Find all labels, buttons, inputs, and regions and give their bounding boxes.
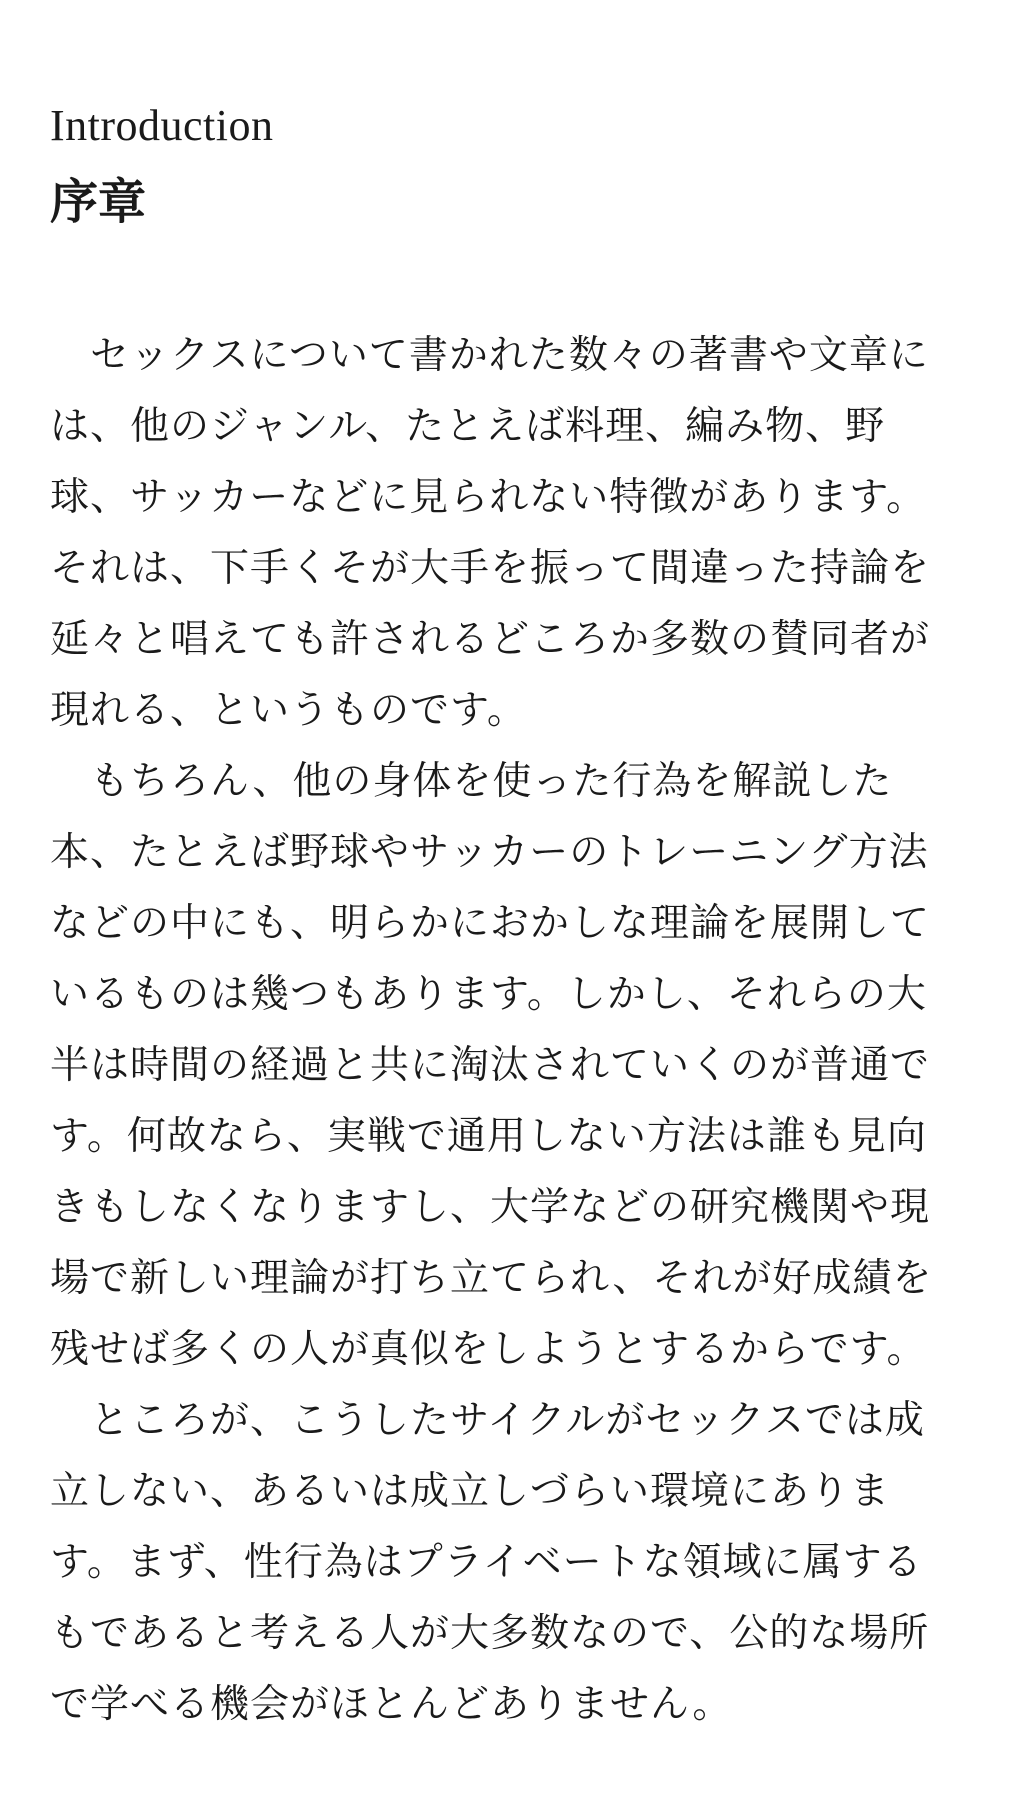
text-line: す。まず、性行為はプライベートな領域に属する — [50, 1540, 923, 1585]
chapter-title-english: Introduction — [50, 101, 274, 150]
text-line: セックスについて書かれた数々の著書や文章に — [50, 333, 929, 378]
text-line: 残せば多くの人が真似をしようとするからです。 — [50, 1327, 927, 1372]
text-line: 半は時間の経過と共に淘汰されていくのが普通で — [50, 1043, 931, 1088]
text-line: は、他のジャンル、たとえば料理、編み物、野 — [50, 404, 886, 449]
text-line: もであると考える人が大多数なので、公的な場所 — [50, 1611, 930, 1656]
text-line: 本、たとえば野球やサッカーのトレーニング方法 — [50, 830, 929, 875]
text-line: いるものは幾つもあります。しかし、それらの大 — [50, 972, 927, 1017]
text-line: 延々と唱えても許されるどころか多数の賛同者が — [50, 617, 931, 662]
document-page — [50, 96, 980, 1740]
text-line: 現れる、というものです。 — [50, 688, 527, 733]
text-line: 場で新しい理論が打ち立てられ、それが好成績を — [50, 1256, 933, 1301]
text-line: で学べる機会がほとんどありません。 — [50, 1682, 733, 1727]
body-text — [50, 320, 980, 1740]
chapter-title-japanese: 序章 — [50, 174, 147, 230]
text-line: ところが、こうしたサイクルがセックスでは成 — [50, 1398, 925, 1443]
text-line: もちろん、他の身体を使った行為を解説した — [50, 759, 893, 804]
text-line: す。何故なら、実戦で通用しない方法は誰も見向 — [50, 1114, 927, 1159]
text-line: 球、サッカーなどに見られない特徴があります。 — [50, 475, 927, 520]
text-line: 立しない、あるいは成立しづらい環境にありま — [50, 1469, 891, 1514]
text-line: それは、下手くそが大手を振って間違った持論を — [50, 546, 931, 591]
text-line: きもしなくなりますし、大学などの研究機関や現 — [50, 1185, 931, 1230]
text-line: などの中にも、明らかにおかしな理論を展開して — [50, 901, 931, 946]
